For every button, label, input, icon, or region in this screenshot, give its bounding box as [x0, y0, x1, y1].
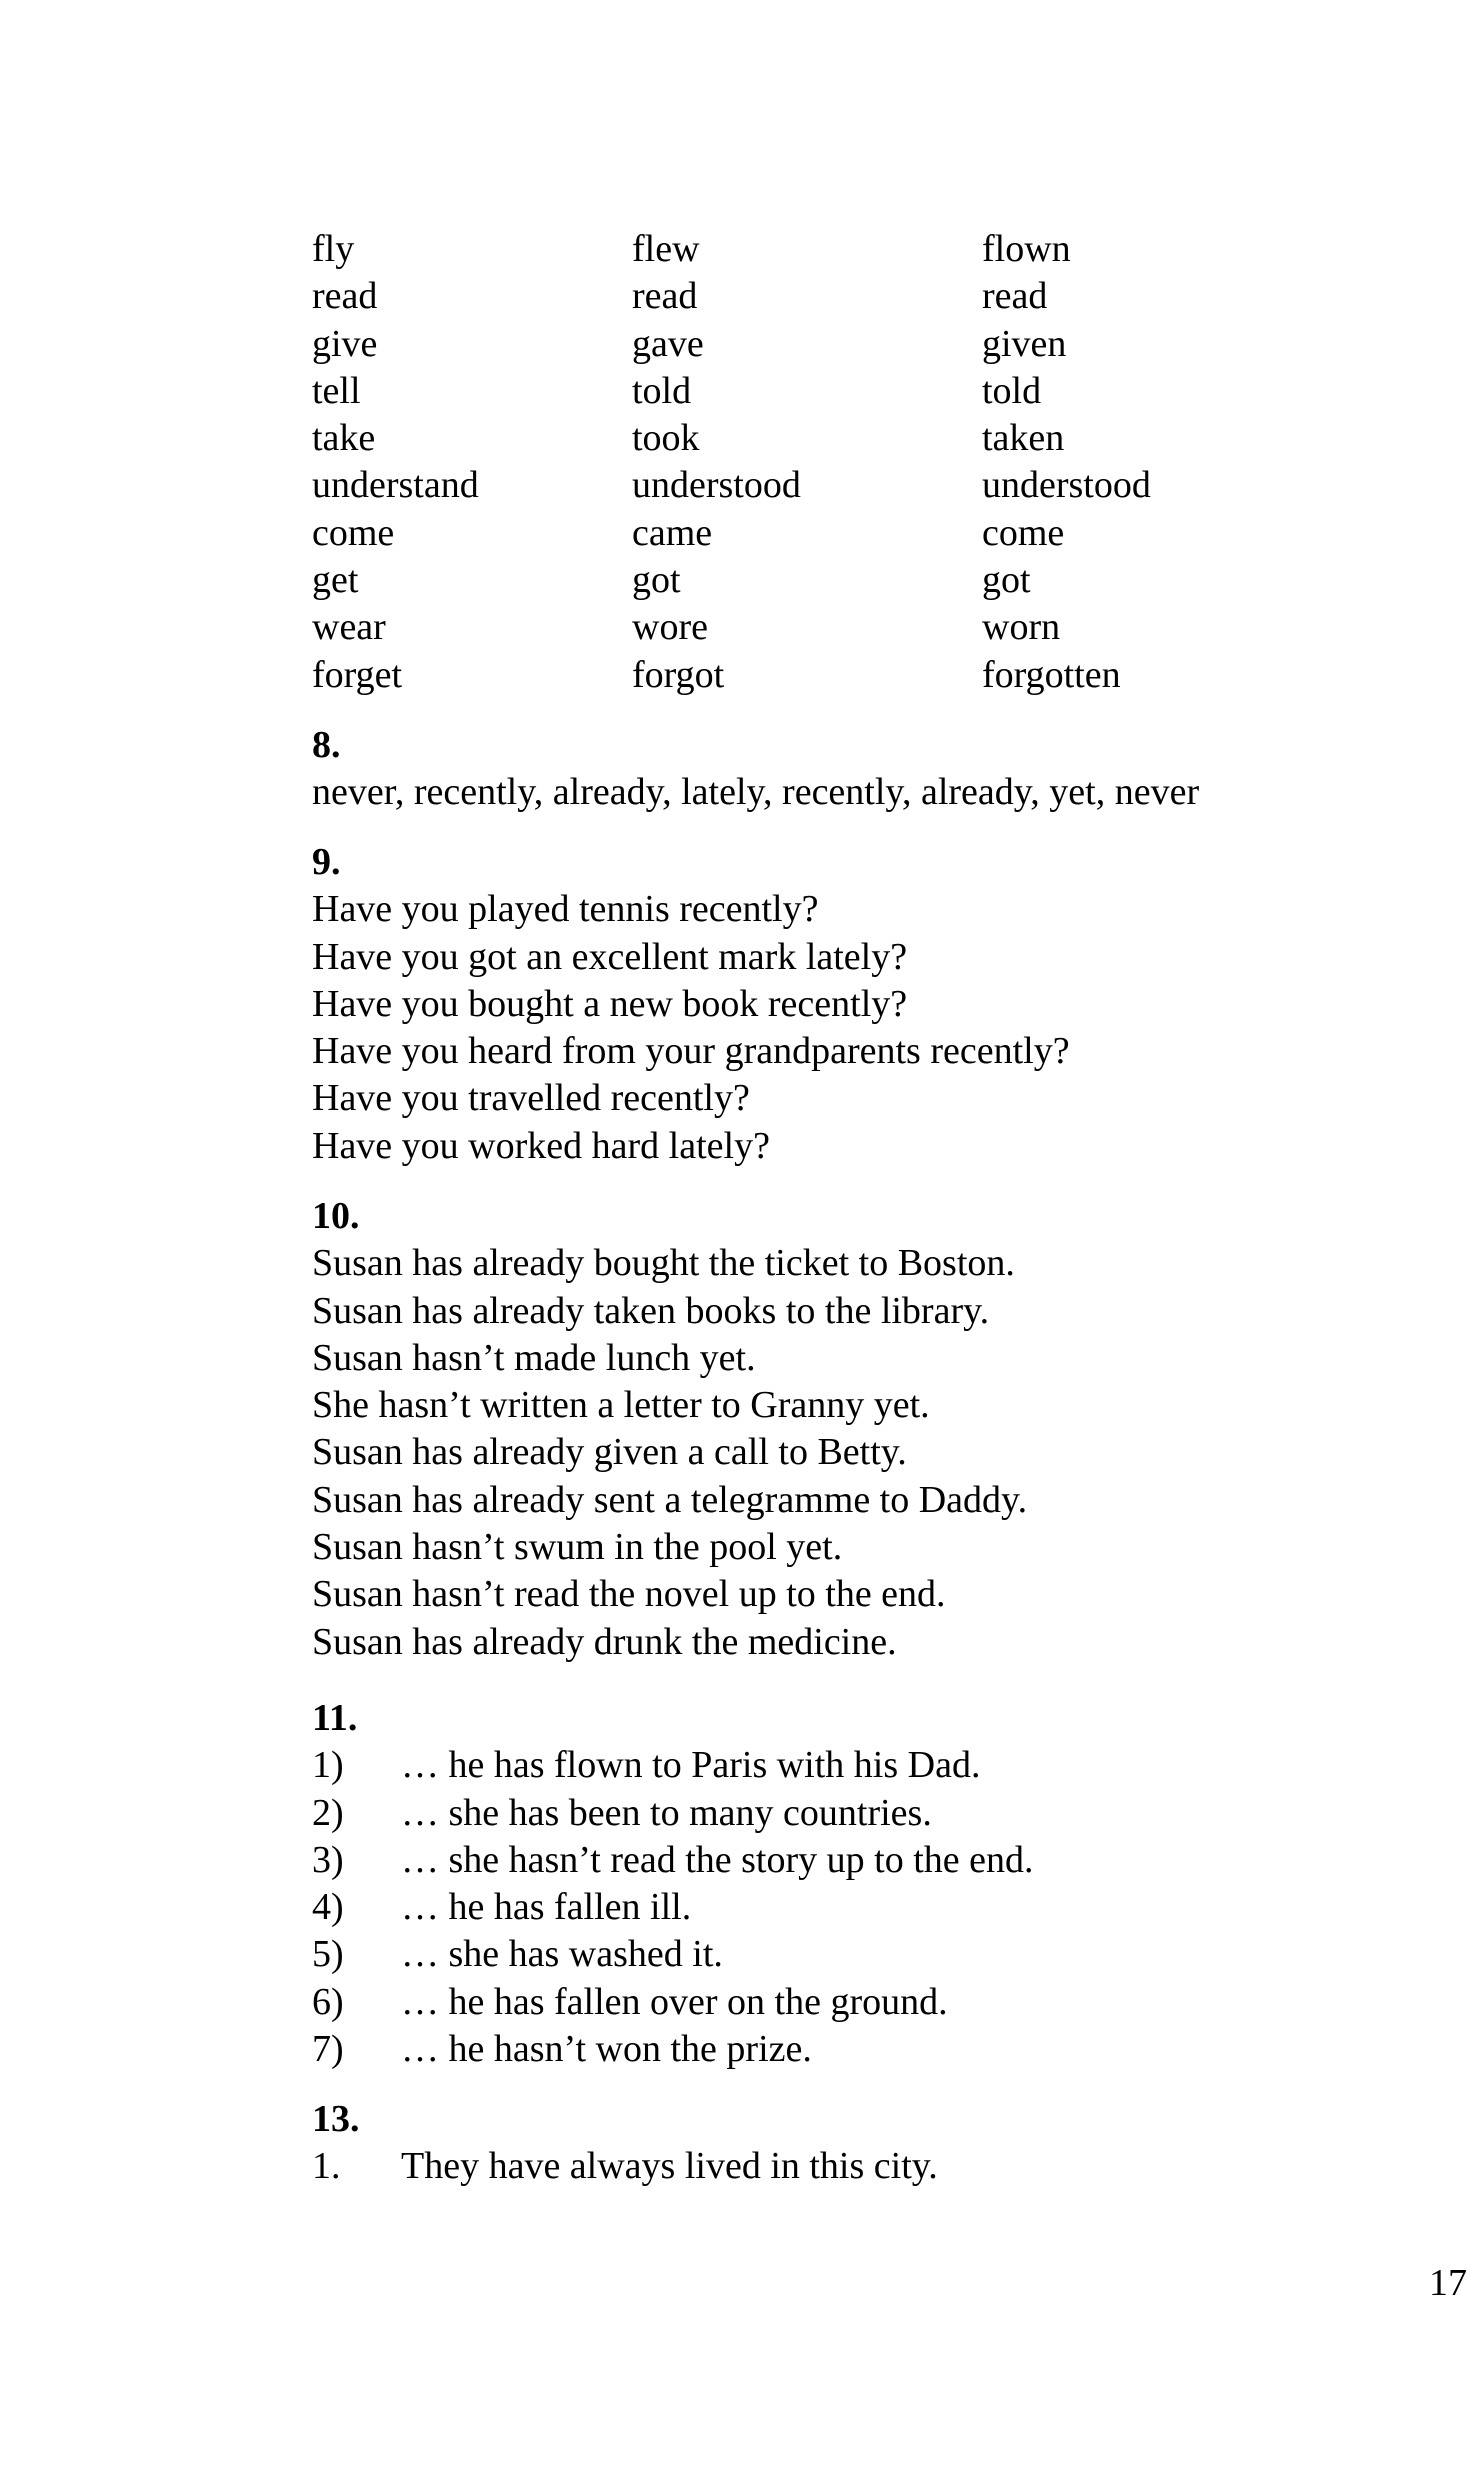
answer-line: Susan has already given a call to Betty. — [312, 1431, 907, 1474]
past-participle: taken — [982, 417, 1065, 460]
list-item — [312, 1884, 692, 1931]
answer-line: Have you got an excellent mark lately? — [312, 935, 908, 978]
past-simple: flew — [632, 228, 700, 270]
past-participle: worn — [982, 606, 1061, 649]
base-form: get — [312, 559, 359, 602]
exercise-heading: 11. — [312, 1697, 358, 1739]
past-simple: got — [632, 559, 681, 602]
past-participle: got — [982, 559, 1031, 602]
list-item — [312, 1742, 981, 1789]
answer-line: Susan hasn’t swum in the pool yet. — [312, 1526, 843, 1569]
list-item — [312, 2026, 812, 2073]
answer-line: Susan has already sent a telegramme to Daddy. — [312, 1478, 1028, 1521]
item-number: 6) — [312, 1980, 344, 2023]
base-form: forget — [312, 653, 403, 696]
item-text: … he has fallen over on the ground. — [401, 1980, 948, 2023]
past-simple: took — [632, 417, 700, 460]
answer-line: Susan has already bought the ticket to Boston. — [312, 1242, 1015, 1285]
base-form: come — [312, 511, 395, 554]
answer-line: Susan hasn’t read the novel up to the end. — [312, 1573, 946, 1616]
base-form: tell — [312, 369, 361, 412]
past-participle: understood — [982, 464, 1151, 507]
past-participle: flown — [982, 228, 1071, 270]
item-number: 1. — [312, 2145, 341, 2188]
exercise-8 — [312, 722, 1199, 817]
item-text: … he hasn’t won the prize. — [401, 2028, 812, 2071]
item-number: 7) — [312, 2028, 344, 2071]
list-item — [312, 1790, 932, 1837]
past-simple: wore — [632, 606, 708, 649]
answer-line: Susan hasn’t made lunch yet. — [312, 1336, 756, 1379]
past-participle: given — [982, 322, 1067, 365]
item-number: 2) — [312, 1791, 344, 1834]
exercise-10 — [312, 1193, 1027, 1666]
item-number: 1) — [312, 1744, 344, 1787]
item-number: 5) — [312, 1933, 344, 1976]
past-participle: forgotten — [982, 653, 1121, 696]
page-number: 17 — [1429, 2262, 1467, 2304]
exercise-9 — [312, 839, 1070, 1170]
exercise-heading: 10. — [312, 1195, 360, 1237]
item-text: They have always lived in this city. — [401, 2145, 938, 2188]
answer-line: Have you worked hard lately? — [312, 1124, 770, 1167]
answer-line: Susan has already drunk the medicine. — [312, 1620, 897, 1663]
exercise-heading: 8. — [312, 724, 341, 766]
list-item — [312, 2143, 938, 2190]
past-participle: told — [982, 369, 1042, 412]
past-simple: gave — [632, 322, 704, 365]
base-form: read — [312, 275, 378, 318]
exercise-heading: 9. — [312, 841, 341, 883]
past-simple: forgot — [632, 653, 725, 696]
past-simple: read — [632, 275, 698, 318]
exercise-11 — [312, 1695, 1034, 2073]
exercise-13 — [312, 2096, 938, 2191]
list-item — [312, 1837, 1034, 1884]
base-form: wear — [312, 606, 386, 649]
list-item — [312, 1931, 723, 1978]
item-number: 4) — [312, 1886, 344, 1929]
base-form: give — [312, 322, 378, 365]
base-form: fly — [312, 228, 355, 270]
item-text: … she has been to many countries. — [401, 1791, 932, 1834]
answer-line: She hasn’t written a letter to Granny yet. — [312, 1384, 930, 1427]
item-text: … he has flown to Paris with his Dad. — [401, 1744, 981, 1787]
past-simple: understood — [632, 464, 801, 507]
answer-line: Have you heard from your grandparents recently? — [312, 1030, 1070, 1073]
answer-line: Have you played tennis recently? — [312, 888, 819, 931]
past-simple: came — [632, 511, 713, 554]
exercise-heading: 13. — [312, 2098, 360, 2140]
item-text: … she has washed it. — [401, 1933, 723, 1976]
past-participle: read — [982, 275, 1048, 318]
past-participle: come — [982, 511, 1065, 554]
base-form: understand — [312, 464, 479, 507]
answer-line: never, recently, already, lately, recently, already, yet, never — [312, 771, 1200, 814]
item-text: … she hasn’t read the story up to the end. — [401, 1838, 1034, 1881]
item-text: … he has fallen ill. — [401, 1886, 692, 1929]
item-number: 3) — [312, 1838, 344, 1881]
answer-line: Have you travelled recently? — [312, 1077, 750, 1120]
answer-line: Have you bought a new book recently? — [312, 982, 908, 1025]
past-simple: told — [632, 369, 692, 412]
base-form: take — [312, 417, 376, 460]
list-item — [312, 1979, 948, 2026]
answer-line: Susan has already taken books to the library. — [312, 1289, 990, 1332]
